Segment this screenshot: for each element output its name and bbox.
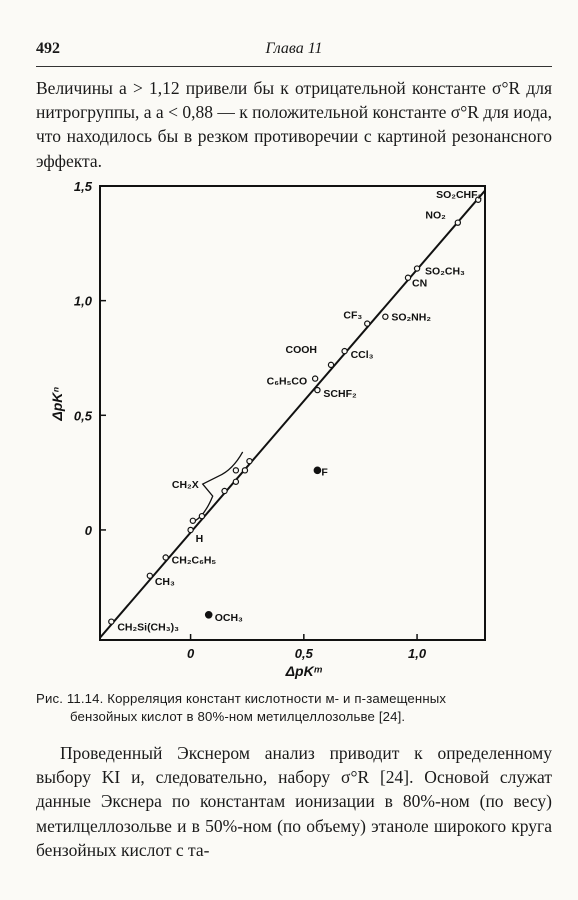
point-label: C₆H₅CO — [266, 375, 308, 388]
point-label: CN — [412, 277, 428, 290]
open-point — [342, 348, 347, 353]
point-label: SO₂NH₂ — [391, 311, 432, 324]
group-label: CH₂X — [171, 479, 199, 492]
y-axis-label: ΔpKⁿ — [49, 387, 65, 421]
paragraph-2: Проведенный Экснером анализ приводит к определенному выбору KI и, следовательно, набору σ°R [24]. Основой служат данные Экснера по константам ионизации в 80%-ном (по весу) метилцеллозольве и в 50%-ном (по объему) этаноле широкого круга бензойных кислот с та- — [36, 743, 552, 860]
header-rule — [36, 66, 552, 67]
open-point — [233, 468, 238, 473]
open-point — [163, 555, 168, 560]
caption-line-2: бензойных кислот в 80%-ном метилцеллозольве [24]. — [70, 709, 406, 724]
figure-caption — [36, 690, 552, 726]
point-label: SCHF₂ — [323, 388, 357, 401]
point-label: SO₂CH₃ — [425, 265, 465, 278]
open-point — [222, 488, 227, 493]
filled-point — [314, 467, 320, 473]
group-bracket — [195, 452, 243, 521]
point-label: H — [195, 532, 204, 545]
open-point — [242, 468, 247, 473]
filled-point — [206, 612, 212, 618]
open-point — [383, 314, 388, 319]
open-point — [405, 275, 410, 280]
open-point — [147, 573, 152, 578]
point-label: CH₂Si(CH₃)₃ — [117, 621, 179, 634]
point-label: COOH — [285, 343, 317, 356]
point-label: OCH₃ — [214, 611, 243, 624]
caption-line-1: Рис. 11.14. Корреляция констант кислотности м- и п-замещенных — [36, 691, 447, 706]
x-tick-label: 0 — [186, 646, 195, 661]
point-label: NO₂ — [425, 209, 446, 222]
open-point — [455, 220, 460, 225]
open-point — [315, 387, 320, 392]
correlation-chart — [0, 168, 578, 688]
point-label: CH₂C₆H₅ — [171, 554, 217, 567]
paragraph-1: Величины a > 1,12 привели бы к отрицательной константе σ°R для нитрогруппы, а a < 0,88 — к положительной константе σ°R для иода, что находилось бы в резком противоречии с картиной резонансного эффекта. — [36, 78, 552, 171]
open-point — [247, 459, 252, 464]
y-tick-label: 0 — [84, 522, 92, 538]
open-point — [109, 619, 114, 624]
page-number: 492 — [36, 40, 60, 57]
x-axis-label: ΔpKᵐ — [285, 663, 323, 679]
y-tick-label: 0,5 — [73, 408, 92, 424]
x-tick-label: 1,0 — [408, 646, 427, 661]
y-tick-label: 1,0 — [73, 293, 92, 309]
open-point — [414, 266, 419, 271]
running-header — [36, 40, 552, 64]
point-label: CCl₃ — [350, 349, 374, 362]
open-point — [328, 362, 333, 367]
point-label: CH₃ — [154, 575, 175, 588]
regression-line — [100, 188, 485, 638]
open-point — [313, 376, 318, 381]
x-tick-label: 0,5 — [294, 646, 313, 661]
open-point — [365, 321, 370, 326]
open-point — [233, 479, 238, 484]
open-point — [190, 518, 195, 523]
chapter-title: Глава 11 — [265, 40, 323, 57]
open-point — [199, 514, 204, 519]
y-tick-label: 1,5 — [73, 179, 92, 194]
open-point — [188, 527, 193, 532]
point-label: F — [321, 466, 328, 479]
point-label: SO₂CHF₂ — [436, 188, 483, 201]
point-label: CF₃ — [343, 309, 363, 322]
